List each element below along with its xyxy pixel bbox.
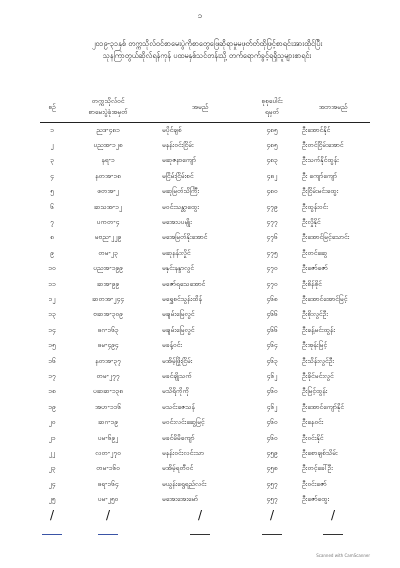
father-name: ဦးတင်ငြိမ်းအောင် xyxy=(302,141,344,150)
exam-id: ဖတအ-၂ xyxy=(97,187,119,196)
table-row xyxy=(40,385,370,400)
student-name: မဇော်ရသေအောင် xyxy=(162,279,206,288)
document-title xyxy=(44,38,370,62)
row-number: ၄ xyxy=(50,171,54,180)
student-name: မပိုင်ချစ် xyxy=(162,125,182,134)
table-row xyxy=(40,415,370,430)
row-number: ၂၄ xyxy=(48,479,56,488)
father-name: ဦးစိန်စိုင် xyxy=(302,279,322,288)
exam-id: ပမ-၆၉၂ xyxy=(97,433,119,442)
title-line-1: ၂၀၁၉-၃၁နှစ် တက္ကသိုလ်ဝင်စာမေးပွဲကိုစာတွေဖြေဆိုရာမှုမဖုတ်တ်ထိုဖြင့်စာရင်းအားထိုင်ပြီး xyxy=(91,39,323,48)
total-score: ၄၇၉ xyxy=(266,202,278,211)
father-name: ဦးစိုးလွင်ဦး xyxy=(302,310,328,319)
father-name: ဦးအောင်နိုင် xyxy=(302,125,331,134)
father-name: ဦးအောင်ကျော်နိုင် xyxy=(302,402,344,411)
father-name: ဦးငြိမ်းမင်းထွေး xyxy=(302,187,339,196)
exam-id: နရ-၁ xyxy=(101,156,115,165)
student-name: မဝင်းလင်းဆွေမြင့် xyxy=(162,418,205,427)
row-number: ၂၅ xyxy=(48,495,56,504)
row-number: ၅ xyxy=(50,187,54,196)
table-row xyxy=(40,323,370,338)
father-name: ဦးအောင်အောင်မြင့် xyxy=(302,294,348,303)
scanner-footer: Scanned with CamScanner xyxy=(316,553,370,558)
student-name: မခင်မိမိကျော် xyxy=(162,433,195,442)
table-row xyxy=(40,369,370,384)
table-row xyxy=(40,185,370,200)
father-name: ဦးအုန်းမြင့် xyxy=(302,341,328,350)
father-name: ဦးစောချစ်သိမ်း xyxy=(302,448,338,457)
total-score: ၄၇၆ xyxy=(266,233,278,242)
table-row xyxy=(40,354,370,369)
total-score: ၄၈၅ xyxy=(266,141,278,150)
student-name: မခန့်ဝင်း xyxy=(162,341,182,350)
student-name: မခင်ချိုသက် xyxy=(162,371,192,380)
table-row xyxy=(40,431,370,446)
row-number: ၁ xyxy=(50,125,54,134)
student-name: မသင်းဇေသန် xyxy=(162,402,195,411)
father-name: ဦးဇော်ထွေး xyxy=(302,495,330,504)
exam-id: တမ-၂၇၇ xyxy=(96,371,120,380)
table-row xyxy=(40,462,370,477)
exam-id: ဆဂ-၁၉ xyxy=(98,418,118,427)
exam-id: ပဆဆ-၁၃၈ xyxy=(92,387,124,396)
father-name: ဦးဝင်းနိုင် xyxy=(302,433,324,442)
table-row xyxy=(40,215,370,230)
handwritten-initial xyxy=(190,524,210,535)
student-name: မအေမြတ်နိုးအောင် xyxy=(162,233,208,242)
total-score: ၄၈၀ xyxy=(266,187,278,196)
exam-id: ဖရ-၁၆၄ xyxy=(97,479,119,488)
table-row xyxy=(40,292,370,307)
student-name: မဝင်းသန္တာထွေး xyxy=(162,202,199,211)
row-number: ၁၂ xyxy=(48,294,56,303)
header-name: အမည် xyxy=(152,92,248,123)
header-father-name: အဘအမည် xyxy=(296,92,370,123)
table-row xyxy=(40,400,370,415)
table-row xyxy=(40,246,370,261)
total-score: ၄၈၂ xyxy=(266,171,278,180)
table-row xyxy=(40,308,370,323)
signature-mark: / xyxy=(269,508,275,523)
father-name: ဦးထွန်းဝင်း xyxy=(302,202,328,211)
row-number: ၁၄ xyxy=(48,325,56,334)
exam-id: ပညအ-၁၉၉ xyxy=(93,264,123,273)
exam-id: ဆအ-၉၉ xyxy=(96,279,120,288)
row-number: ၉ xyxy=(50,248,54,257)
table-row xyxy=(40,338,370,353)
father-name: ဦးသိန်းလွင်ဦး xyxy=(302,356,334,365)
total-score: ၄၅၇ xyxy=(266,495,278,504)
table-row xyxy=(40,492,370,507)
exam-id: နတအ-၃၇ xyxy=(95,356,121,365)
total-score: ၄၅၈ xyxy=(266,464,278,473)
exam-id: အဟ-၁၁၆ xyxy=(94,402,121,411)
table-row xyxy=(40,154,370,169)
student-name: မနန်းဝင်းလင်းသာ xyxy=(162,448,204,457)
father-name: ဦးတင့်ခေါ်ဦး xyxy=(302,464,333,473)
handwritten-initial xyxy=(262,524,282,535)
student-name: မသိရိကိုကို xyxy=(162,387,189,396)
father-name: ဦးအောင်မြင့်သောင်း xyxy=(302,233,350,242)
student-name: မအိမ့်ဖြိုးငြိမ်း xyxy=(162,356,193,365)
table-row xyxy=(40,277,370,292)
total-score: ၄၆၆ xyxy=(266,325,278,334)
signature-row xyxy=(40,508,370,523)
total-score: ၄၆၀ xyxy=(266,433,278,442)
exam-id: မဗည-၂၂၉ xyxy=(94,233,122,242)
total-score: ၄၆၄ xyxy=(266,341,278,350)
student-name: မဆုဇနာကျော် xyxy=(162,156,196,165)
exam-id: ပမ-၂၅၀ xyxy=(97,495,119,504)
student-name: မနန်းဝင်းငြိမ်း xyxy=(162,141,194,150)
table-row xyxy=(40,123,370,139)
row-number: ၂ xyxy=(50,141,54,150)
handwritten-initials-row xyxy=(40,523,370,538)
total-score: ၄၆၈ xyxy=(266,294,278,303)
total-score: ၄၆၀ xyxy=(266,387,278,396)
total-score: ၄၇၀ xyxy=(266,279,278,288)
row-number: ၇ xyxy=(50,218,54,227)
total-score: ၄၇၇ xyxy=(266,218,278,227)
page-number: ၁ xyxy=(197,11,203,20)
row-number: ၁၈ xyxy=(48,387,56,396)
student-name: မအိမ့်ရတီဝင် xyxy=(162,464,194,473)
exam-id: ဗဆအ-၃၀၉ xyxy=(93,310,123,319)
header-score: စုစုပေါင်း ရမှတ် xyxy=(248,92,296,123)
student-name: မဆုမြတ်သိင်္ကြီး xyxy=(162,187,200,196)
total-score: ၄၆၂ xyxy=(266,402,278,411)
table-row xyxy=(40,446,370,461)
table-row xyxy=(40,169,370,184)
row-number: ၂၀ xyxy=(48,418,56,427)
signature-mark: / xyxy=(105,508,111,523)
total-score: ၄၅၉ xyxy=(266,448,278,457)
father-name: ဦးတင်ဆွေ xyxy=(302,248,328,257)
father-name: ဦး ကျော်ကျော် xyxy=(302,171,338,180)
exam-id: တမ-၁၆၀ xyxy=(96,464,120,473)
father-name: ဦးနေဝင်း xyxy=(302,418,324,427)
total-score: ၄၅၇ xyxy=(266,479,278,488)
father-name: ဦးသက်နိုင်ထွန်း xyxy=(302,156,339,165)
signature-mark: / xyxy=(49,508,55,523)
total-score: ၄၆၂ xyxy=(266,371,278,380)
father-name: ဦးခိုင်မင်းလွင် xyxy=(302,371,334,380)
table-row xyxy=(40,138,370,153)
row-number: ၁၀ xyxy=(48,264,56,273)
student-name: မချမ်းမြေလွင် xyxy=(162,325,195,334)
header-no: စဉ် xyxy=(40,92,64,123)
student-name: မငြိမ်းငြိမ်းစင် xyxy=(162,171,194,180)
father-name: ဦးဝင်းဇော် xyxy=(302,479,327,488)
handwritten-initial xyxy=(98,524,118,535)
row-number: ၃ xyxy=(50,156,54,165)
row-number: ၁၅ xyxy=(48,341,56,350)
exam-id: ပညအ-၁၂၈ xyxy=(93,141,123,150)
row-number: ၁၃ xyxy=(48,310,56,319)
exam-id: နတအ-၁၈ xyxy=(95,171,121,180)
father-name: ဦးခန့်မင်းထွန်း xyxy=(302,325,336,334)
exam-id: ဖဂ-၁၆၃ xyxy=(97,325,119,334)
student-name: မဆုနန်းလှိုင် xyxy=(162,248,191,257)
total-score: ၄၈၃ xyxy=(266,156,278,165)
row-number: ၁၇ xyxy=(48,371,56,380)
exam-id: ဖမ-၄၉၄ xyxy=(97,341,119,350)
row-number: ၁၆ xyxy=(48,356,56,365)
father-name: ဦးဇော်ဇော် xyxy=(302,264,328,273)
total-score: ၄၆၆ xyxy=(266,310,278,319)
total-score: ၄၇၅ xyxy=(266,248,278,257)
student-name: မအေးအေးမော် xyxy=(162,495,198,504)
row-number: ၁၉ xyxy=(48,402,56,411)
father-name: ဦးလှိုနိုင် xyxy=(302,218,321,227)
table-row xyxy=(40,200,370,215)
student-name: မအေးပပမျိုး xyxy=(162,218,192,227)
table-row xyxy=(40,477,370,492)
title-line-2: သုနကြာတွယ်ဆိုလ်ရန်ကုန် ပထမနှစ်သင်တန်းသို့ တက်ရောက်ခွင့်ရရှိသူများစာရင်း xyxy=(102,51,312,60)
total-score: ၄၇၀ xyxy=(266,264,278,273)
student-name: မနှင်းနန္ဒာလွင် xyxy=(162,264,194,273)
row-number: ၂၃ xyxy=(48,464,56,473)
header-exam-id: တက္ကသိုလ်ဝင် စာမေးပွဲခုံအမှတ် xyxy=(64,92,152,123)
table-row xyxy=(40,262,370,277)
father-name: ဦးမြင့်ထွန်း xyxy=(302,387,328,396)
row-number: ၈ xyxy=(50,233,54,242)
student-name: မရွှေစင်သွန်းထိန် xyxy=(162,294,202,303)
table-row xyxy=(40,231,370,246)
table-header-row xyxy=(40,92,370,123)
results-table xyxy=(40,92,370,539)
total-score: ၄၈၅ xyxy=(266,125,278,134)
exam-id: ညဒ-၄၈၁ xyxy=(96,125,120,134)
row-number: ၂၁ xyxy=(48,433,56,442)
row-number: ၁၁ xyxy=(48,279,56,288)
signature-mark: / xyxy=(330,508,336,523)
exam-id: ဆတအ-၂၄၄ xyxy=(92,294,124,303)
student-name: မချမ်းမြေလွင် xyxy=(162,310,195,319)
exam-id: ဆသအ-၁၂ xyxy=(93,202,123,211)
exam-id: တမ-၂၃ xyxy=(98,248,118,257)
exam-id: လတ-၂၇၀ xyxy=(95,448,121,457)
student-name: မယွန်းရွေရည်လင်း xyxy=(162,479,207,488)
exam-id: ပကတ-၄ xyxy=(96,218,120,227)
total-score: ၄၆၃ xyxy=(266,356,278,365)
total-score: ၄၆၀ xyxy=(266,418,278,427)
row-number: ၆ xyxy=(50,202,54,211)
handwritten-initial xyxy=(42,524,62,535)
signature-mark: / xyxy=(197,508,203,523)
row-number: ၂၂ xyxy=(48,448,56,457)
handwritten-initial xyxy=(323,524,343,535)
